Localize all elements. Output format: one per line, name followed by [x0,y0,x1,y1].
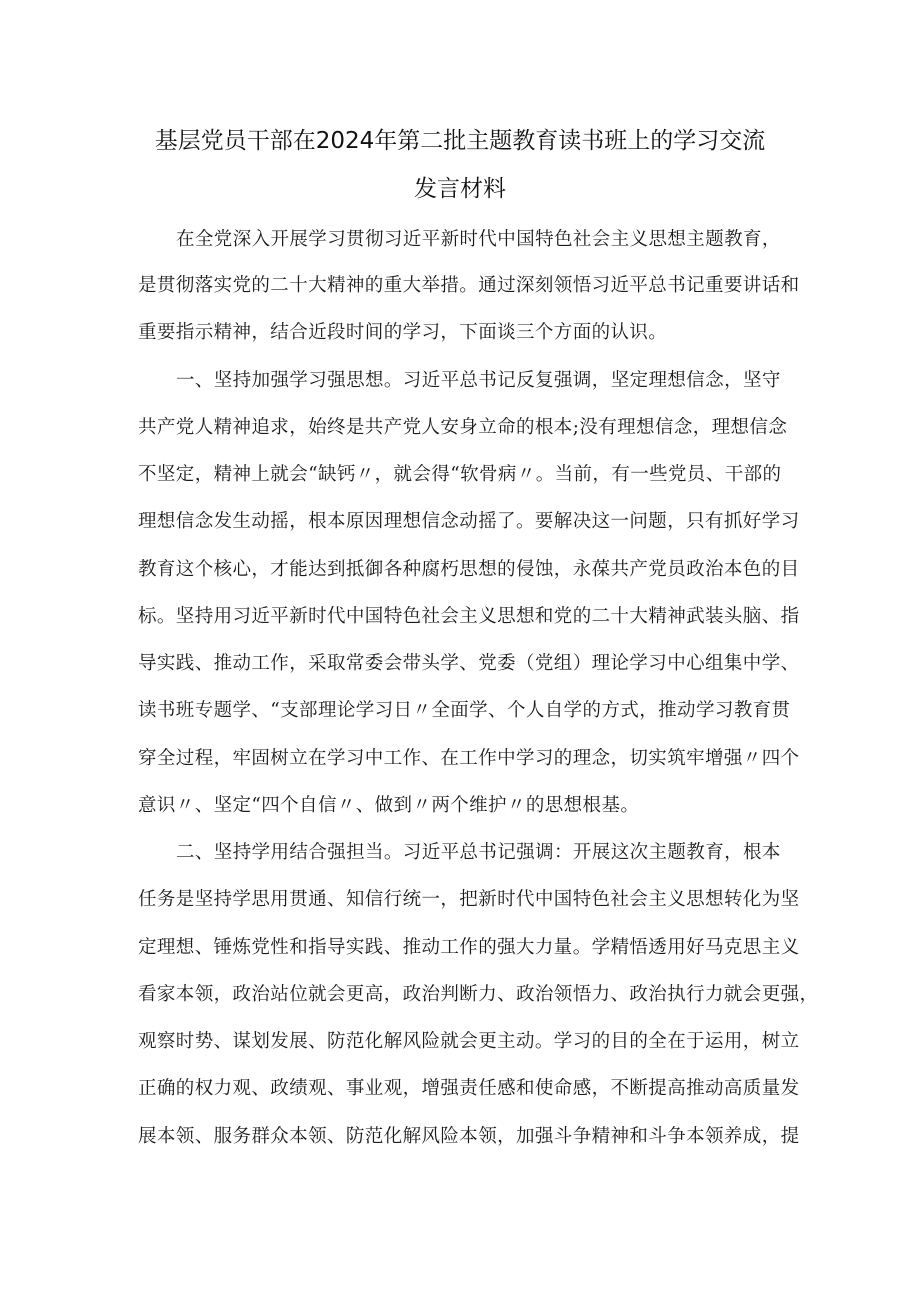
document-title-line-2: 发言材料 [414,176,506,202]
paragraph-line: 正确的权力观、政绩观、事业观，增强责任感和使命感，不断提高推动高质量发 [138,1078,800,1099]
paragraph-line: 定理想、锤炼党性和指导实践、推动工作的强大力量。学精悟透用好马克思主义 [138,937,800,958]
paragraph-line: 意识〃、坚定“四个自信〃、做到〃两个维护〃的思想根基。 [138,795,640,816]
paragraph-line: 观察时势、谋划发展、防范化解风险就会更主动。学习的目的全在于运用，树立 [138,1031,800,1052]
paragraph-line: 二、坚持学用结合强担当。习近平总书记强调：开展这次主题教育，根本 [176,842,781,863]
document-title-line-1: 基层党员干部在2024年第二批主题教育读书班上的学习交流 [154,128,766,154]
paragraph-line: 不坚定，精神上就会“缺钙〃，就会得“软骨病〃。当前，有一些党员、干部的 [138,464,782,485]
paragraph-line: 重要指示精神，结合近段时间的学习，下面谈三个方面的认识。 [138,322,668,343]
paragraph-line: 导实践、推动工作，采取常委会带头学、党委（党组）理论学习中心组集中学、 [138,653,800,674]
paragraph-line: 展本领、服务群众本领、防范化解风险本领，加强斗争精神和斗争本领养成，提 [138,1126,800,1147]
paragraph-line: 任务是坚持学思用贯通、知信行统一，把新时代中国特色社会主义思想转化为坚 [138,889,800,910]
paragraph-line: 一、坚持加强学习强思想。习近平总书记反复强调，坚定理想信念，坚守 [176,370,781,391]
paragraph-line: 穿全过程，牢固树立在学习中工作、在工作中学习的理念，切实筑牢增强〃四个 [138,748,800,769]
paragraph-line: 在全党深入开展学习贯彻习近平新时代中国特色社会主义思想主题教育， [176,229,781,250]
paragraph-line: 教育这个核心，才能达到抵御各种腐朽思想的侵蚀，永葆共产党员政治本色的目 [138,559,800,580]
paragraph-line: 看家本领，政治站位就会更高，政治判断力、政治领悟力、政治执行力就会更强， [138,984,819,1005]
paragraph-line: 理想信念发生动摇，根本原因理想信念动摇了。要解决这一问题，只有抓好学习 [138,511,800,532]
paragraph-line: 是贯彻落实党的二十大精神的重大举措。通过深刻领悟习近平总书记重要讲话和 [138,275,800,296]
paragraph-line: 读书班专题学、“支部理论学习日〃全面学、个人自学的方式，推动学习教育贯 [138,700,791,721]
paragraph-line: 共产党人精神追求，始终是共产党人安身立命的根本;没有理想信念，理想信念 [138,417,788,438]
paragraph-line: 标。坚持用习近平新时代中国特色社会主义思想和党的二十大精神武装头脑、指 [138,606,800,627]
